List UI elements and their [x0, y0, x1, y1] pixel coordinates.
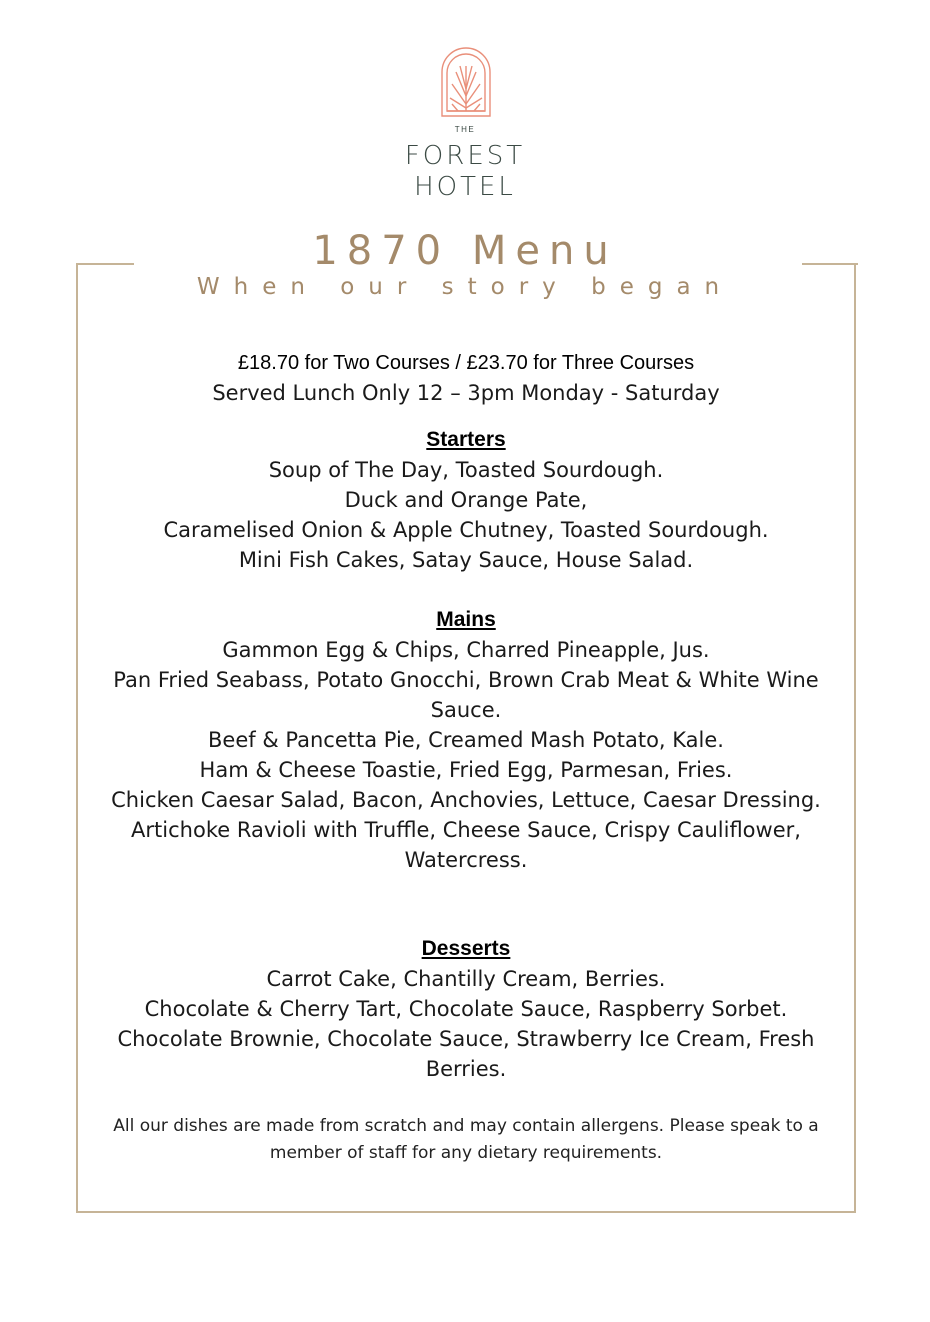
section-starters	[76, 425, 856, 575]
menu-item: Ham & Cheese Toastie, Fried Egg, Parmesan, Fries.	[199, 758, 733, 782]
menu-item: Pan Fried Seabass, Potato Gnocchi, Brown Crab Meat & White Wine Sauce.	[113, 668, 819, 722]
allergen-note: All our dishes are made from scratch and may contain allergens. Please speak to a member of staff for any dietary requirements.	[113, 1116, 819, 1163]
menu-subtitle: When our story began	[196, 274, 734, 300]
menu-item: Soup of The Day, Toasted Sourdough.	[268, 458, 664, 482]
section-mains	[76, 605, 856, 875]
brand-forest: FOREST	[404, 141, 526, 171]
section-heading: Starters	[426, 428, 506, 451]
section-desserts	[76, 934, 856, 1084]
price-line: £18.70 for Two Courses / £23.70 for Three Courses	[237, 352, 695, 374]
brand-hotel: HOTEL	[414, 172, 516, 202]
menu-item: Caramelised Onion & Apple Chutney, Toasted Sourdough.	[163, 518, 769, 542]
served-times: Served Lunch Only 12 – 3pm Monday - Saturday	[212, 381, 720, 405]
section-heading: Desserts	[421, 937, 511, 960]
menu-item: Beef & Pancetta Pie, Creamed Mash Potato, Kale.	[208, 728, 724, 752]
menu-item: Carrot Cake, Chantilly Cream, Berries.	[266, 967, 666, 991]
menu-item: Chocolate Brownie, Chocolate Sauce, Strawberry Ice Cream, Fresh Berries.	[117, 1027, 815, 1081]
section-heading: Mains	[436, 608, 496, 631]
menu-item: Gammon Egg & Chips, Charred Pineapple, Jus.	[222, 638, 710, 662]
menu-item: Mini Fish Cakes, Satay Sauce, House Salad.	[238, 548, 694, 572]
menu-title: 1870 Menu	[312, 228, 618, 274]
menu-item: Artichoke Ravioli with Truffle, Cheese Sauce, Crispy Cauliflower, Watercress.	[131, 818, 801, 872]
brand-the: THE	[454, 125, 476, 134]
menu-item: Chicken Caesar Salad, Bacon, Anchovies, Lettuce, Caesar Dressing.	[111, 788, 821, 812]
tree-arch-icon	[438, 44, 494, 118]
menu-item: Duck and Orange Pate,	[344, 488, 588, 512]
menu-item: Chocolate & Cherry Tart, Chocolate Sauce, Raspberry Sorbet.	[144, 997, 788, 1021]
